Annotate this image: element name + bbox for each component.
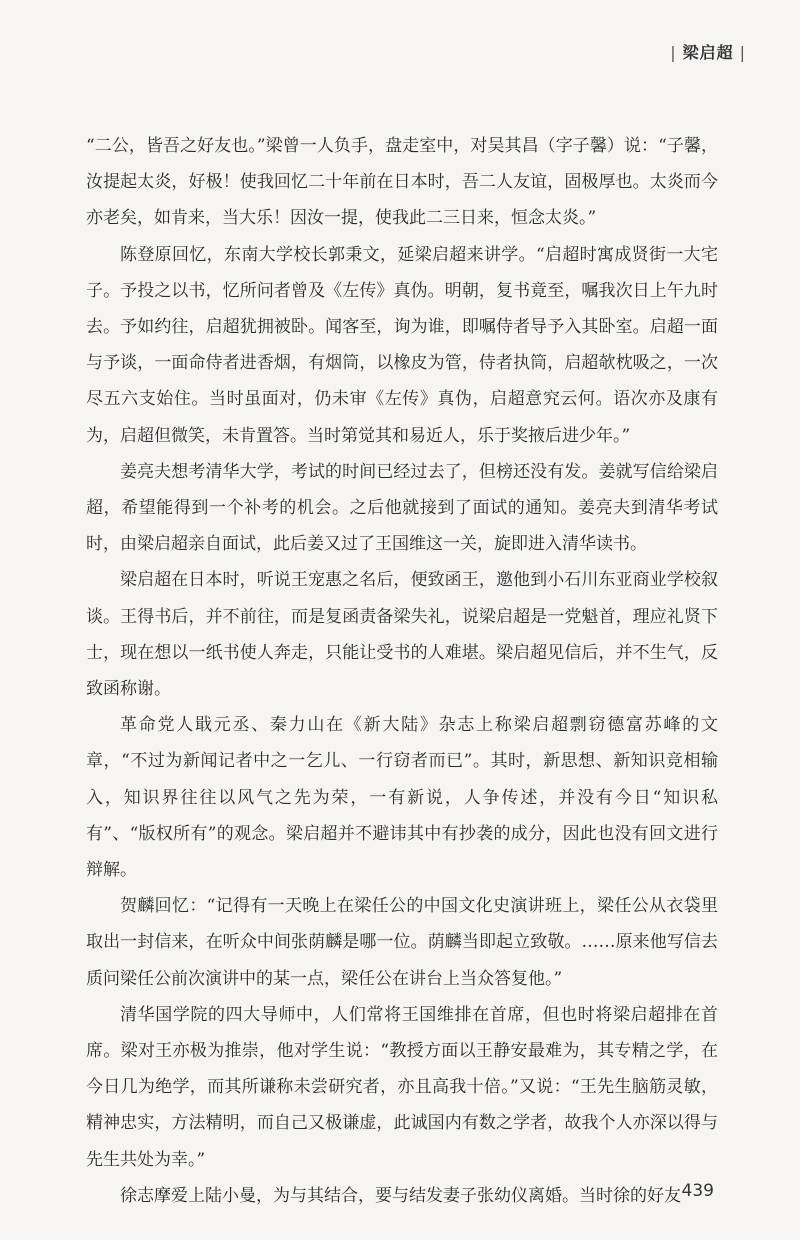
header-divider-left: | (670, 43, 677, 62)
paragraph: 陈登原回忆，东南大学校长郭秉文，延梁启超来讲学。“启超时寓成贤街一大宅子。予投之以书，忆所问者曾及《左传》真伪。明朝，复书竟至，嘱我次日上午九时去。予如约往，启超犹拥被卧。闻客至，询为谁，即嘱侍者导予入其卧室。启超一面与予谈，一面命侍者进香烟，有烟筒，以橡皮为管，侍者执筒，启超欹枕吸之，一次尽五六支始住。当时虽面对，仍未审《左传》真伪，启超意究云何。语次亦及康有为，启超但微笑，未肯置答。当时第觉其和易近人，乐于奖掖后进少年。” (86, 244, 718, 446)
running-header (664, 40, 752, 63)
paragraph: 革命党人戢元丞、秦力山在《新大陆》杂志上称梁启超剽窃德富苏峰的文章，“不过为新闻记者中之一乞儿、一行窃者而已”。其时，新思想、新知识竞相输入，知识界往往以风气之先为荣，一有新说，人争传述，并没有今日“知识私有”、“版权所有”的观念。梁启超并不避讳其中有抄袭的成分，因此也没有回文进行辩解。 (86, 715, 718, 881)
header-divider-right: | (739, 43, 746, 62)
paragraph: 徐志摩爱上陆小曼，为与其结合，要与结发妻子张幼仪离婚。当时徐的好友 (120, 1185, 681, 1206)
page-number: 439 (681, 1181, 714, 1201)
paragraph: 姜亮夫想考清华大学，考试的时间已经过去了，但榜还没有发。姜就写信给梁启超，希望能得到一个补考的机会。之后他就接到了面试的通知。姜亮夫到清华考试时，由梁启超亲自面试，此后姜又过了王国维这一关，旋即进入清华读书。 (86, 461, 718, 555)
paragraph: 贺麟回忆：“记得有一天晚上在梁任公的中国文化史演讲班上，梁任公从衣袋里取出一封信来，在听众中间张荫麟是哪一位。荫麟当即起立致敬。……原来他写信去质问梁任公前次演讲中的某一点，梁任公在讲台上当众答复他。” (86, 896, 718, 989)
paragraph: 梁启超在日本时，听说王宠惠之名后，便致函王，邀他到小石川东亚商业学校叙谈。王得书后，并不前往，而是复函责备梁失礼，说梁启超是一党魁首，理应礼贤下士，现在想以一纸书使人奔走，只能让受书的人难堪。梁启超见信后，并不生气，反致函称谢。 (86, 570, 718, 700)
body-text (86, 128, 718, 1214)
paragraph: 清华国学院的四大导师中，人们常将王国维排在首席，但也时将梁启超排在首席。梁对王亦极为推崇，他对学生说：“教授方面以王静安最难为，其专精之学，在今日几为绝学，而其所谦称未尝研究者，亦且高我十倍。”又说：“王先生脑筋灵敏，精神忠实，方法精明，而自己又极谦虚，此诚国内有数之学者，故我个人亦深以得与先生共处为幸。” (86, 1004, 718, 1170)
header-title: 梁启超 (682, 43, 734, 62)
paragraph-continued: “二公，皆吾之好友也。”梁曾一人负手，盘走室中，对吴其昌（字子馨）说：“子馨，汝提起太炎，好极！使我回忆二十年前在日本时，吾二人友谊，固极厚也。太炎而今亦老矣，如肯来，当大乐！因汝一提，使我此二三日来，恒念太炎。” (86, 136, 718, 229)
